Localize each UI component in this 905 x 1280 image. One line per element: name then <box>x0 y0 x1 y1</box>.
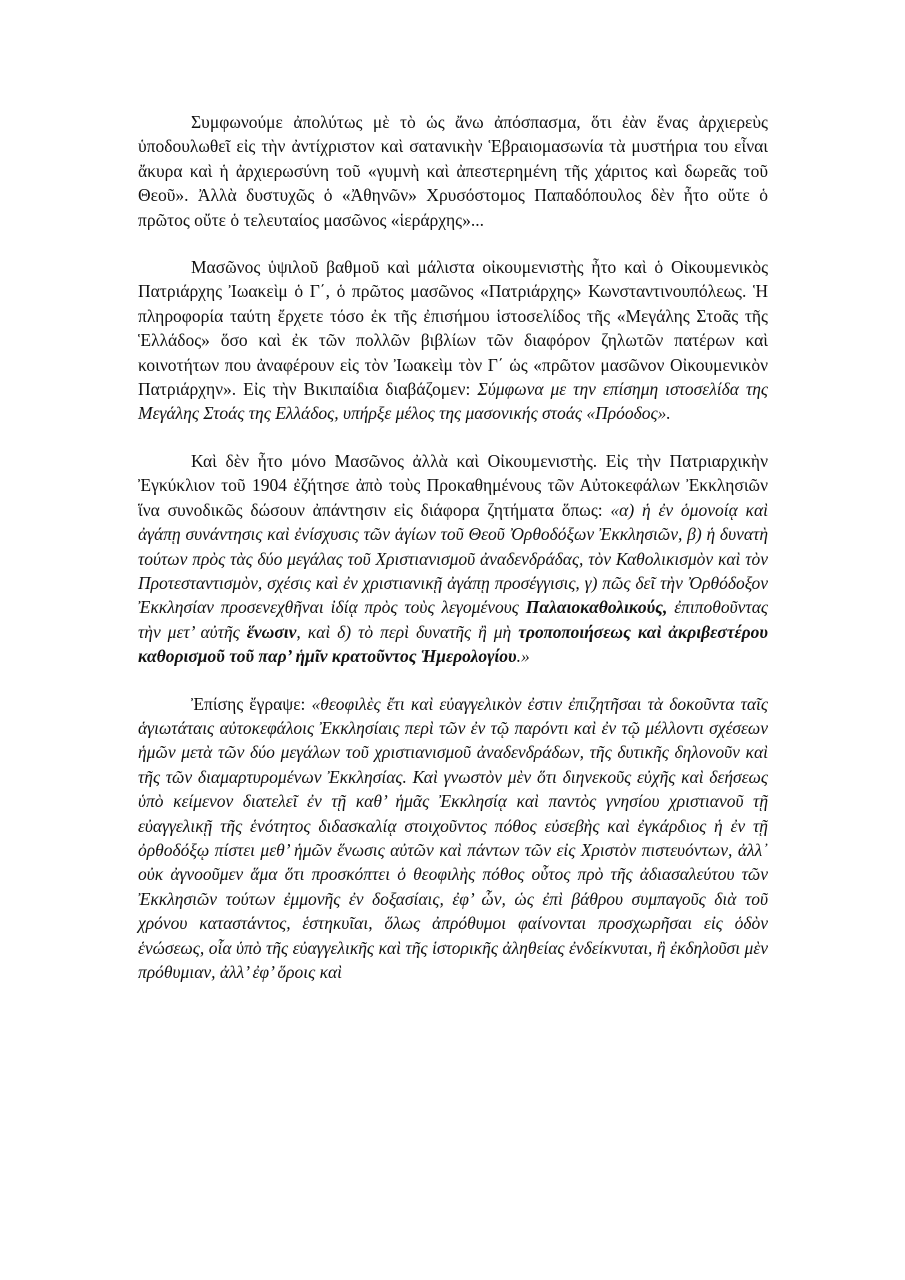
paragraph-text: Ἐπίσης ἔγραψε: <box>191 693 312 714</box>
encyclical-quote: «α) ἡ ἐν ὁμονοίᾳ καὶ ἀγάπῃ συνάντησις καὶ ἐνίσχυσις τῶν ἁγίων τοῦ Θεοῦ Ὀρθοδόξων Ἐκκλησιῶν, β) ἡ δυνατὴ τούτων πρὸς τὰς δύο μεγάλας τοῦ Χριστιανισμοῦ ἀναδενδράδας, τὸν Καθολικισμὸν καὶ τὸν Προτεσταντισμὸν, σχέσις καὶ ἐν χριστιανικῇ ἀγάπῃ προσέγγισις, γ) πῶς δεῖ τὴν Ὀρθόδοξον Ἐκκλησίαν προσενεχθῆναι ἰδίᾳ πρὸς τοὺς λεγομένους <box>138 499 768 618</box>
document-body <box>138 110 768 984</box>
encyclical-quote: , καὶ δ) τὸ περὶ δυνατῆς ἢ μὴ <box>296 621 519 642</box>
paragraph-text: Συμφωνούμε ἀπολύτως μὲ τὸ ὡς ἄνω ἀπόσπασμα, ὅτι ἐὰν ἕνας ἀρχιερεὺς ὑποδουλωθεῖ εἰς τὴν ἀντίχριστον καὶ σατανικὴν Ἑβραιομασωνία τὰ μυστήρια του εἶναι ἄκυρα καὶ ἡ ἀρχιερωσύνη τοῦ «γυμνὴ καὶ ἀπεστερημένη τῆς χάριτος καὶ δωρεᾶς τοῦ Θεοῦ». Ἀλλὰ δυστυχῶς ὁ «Ἀθηνῶν» Χρυσόστομος Παπαδόπουλος δὲν ἦτο οὔτε ὁ πρῶτος οὔτε ὁ τελευταίος μασῶνος «ἱεράρχης»... <box>138 112 768 230</box>
paragraph-text: Καὶ δὲν ἦτο μόνο Μασῶνος ἀλλὰ καὶ Οἰκουμενιστὴς. Εἰς τὴν Πατριαρχικὴν Ἐγκύκλιον τοῦ 1904 ἐζήτησε ἀπὸ τοὺς Προκαθημένους τῶν Αὐτοκεφάλων Ἐκκλησιῶν ἵνα συνοδικῶς δώσουν ἀπάντησιν εἰς διάφορα ζητήματα ὅπως: <box>138 450 768 520</box>
encyclical-quote-end: .» <box>516 646 530 667</box>
paragraph-2 <box>138 255 768 426</box>
paragraph-text: Μασῶνος ὑψιλοῦ βαθμοῦ καὶ μάλιστα οἰκουμενιστὴς ἦτο καὶ ὁ Οἰκουμενικὸς Πατριάρχης Ἰωακεὶμ ὁ Γ΄, ὁ πρῶτος μασῶνος «Πατριάρχης» Κωνσταντινουπόλεως. Ἡ πληροφορία ταύτη ἔρχετε τόσο ἐκ τῆς ἐπισήμου ἱστοσελίδος τῆς «Μεγάλης Στοᾶς τῆς Ἑλλάδος» ὅσο καὶ ἐκ τῶν πολλῶν βιβλίων τῶν διαφόρον ζηλωτῶν πατέρων καὶ κοινοτήτων που ἀναφέρουν εἰς τὸν Ἰωακεὶμ τὸν Γ΄ ὡς «πρῶτον μασῶνον Οἰκουμενικὸν Πατριάρχην». Εἰς τὴν Βικιπαίδια διαβάζομεν: <box>138 257 768 400</box>
encyclical-quote: «θεοφιλὲς ἔτι καὶ εὐαγγελικὸν ἐστιν ἐπιζητῆσαι τὰ δοκοῦντα ταῖς ἁγιωτάταις αὐτοκεφάλοις Ἐκκλησίαις περὶ τῶν ἐν τῷ παρόντι καὶ ἐν τῷ μέλλοντι σχέσεων ἡμῶν μετὰ τῶν δύο μεγάλων τοῦ χριστιανισμοῦ ἀναδενδράδων, τῆς δυτικῆς δηλονοῦν καὶ τῆς τῶν διαμαρτυρομένων Ἐκκλησίας. Καὶ γνωστὸν μὲν ὅτι διηνεκοῦς εὐχῆς καὶ δεήσεως ὑπὸ κείμενον διατελεῖ ἐν τῇ καθ’ ἡμᾶς Ἐκκλησίᾳ καὶ παντὸς γνησίου χριστιανοῦ τῇ εὐαγγελικῇ τῆς ἑνότητος διδασκαλίᾳ στοιχοῦντος πόθος εὐσεβὴς καὶ ἐγκάρδιος ἡ ἐν τῇ ὀρθοδόξῳ πίστει μεθ’ ἡμῶν ἕνωσις αὐτῶν καὶ πάντων τῶν εἰς Χριστὸν πιστευόντων, ἀλλ᾽ οὐκ ἀγνοοῦμεν ἅμα ὅτι προσκόπτει ὁ θεοφιλὴς πόθος οὗτος πρὸ τῆς ἀδιασαλεύτου τῶν Ἐκκλησιῶν τούτων ἐμμονῆς ἐν δοξασίαις, ἐφ’ ὧν, ὡς ἐπὶ βάθρου συμπαγοῦς διὰ τοῦ χρόνου καταστάντος, ἑστηκυῖαι, ὅλως ἀπρόθυμοι φαίνονται προσχωρῆσαι εἰς ὁδὸν ἑνώσεως, οἷα ὑπὸ τῆς εὐαγγελικῆς καὶ τῆς ἱστορικῆς ἀληθείας ἐνδείκνυται, ἢ ἐκδηλοῦσι μὲν πρόθυμιαν, ἀλλ’ ἐφ’ ὅροις καὶ <box>138 693 768 982</box>
paragraph-3 <box>138 449 768 669</box>
encyclical-quote: ἐπιποθοῦντας τὴν μετ’ αὐτῆς <box>138 597 768 642</box>
emphasis-old-catholics: Παλαιοκαθολικούς, <box>525 597 668 618</box>
emphasis-calendar: τροποποιήσεως καὶ ἀκριβεστέρου καθορισμοῦ τοῦ παρ’ ἡμῖν κρατοῦντος Ἡμερολογίου <box>138 621 768 667</box>
wikipedia-quote: Σύμφωνα με την επίσημη ιστοσελίδα της Μεγάλης Στοάς της Ελλάδος, υπήρξε μέλος της μασονικής στοάς «Πρόοδος». <box>138 379 768 424</box>
emphasis-union: ἕνωσιν <box>246 621 297 642</box>
paragraph-1 <box>138 110 768 232</box>
paragraph-4 <box>138 692 768 985</box>
